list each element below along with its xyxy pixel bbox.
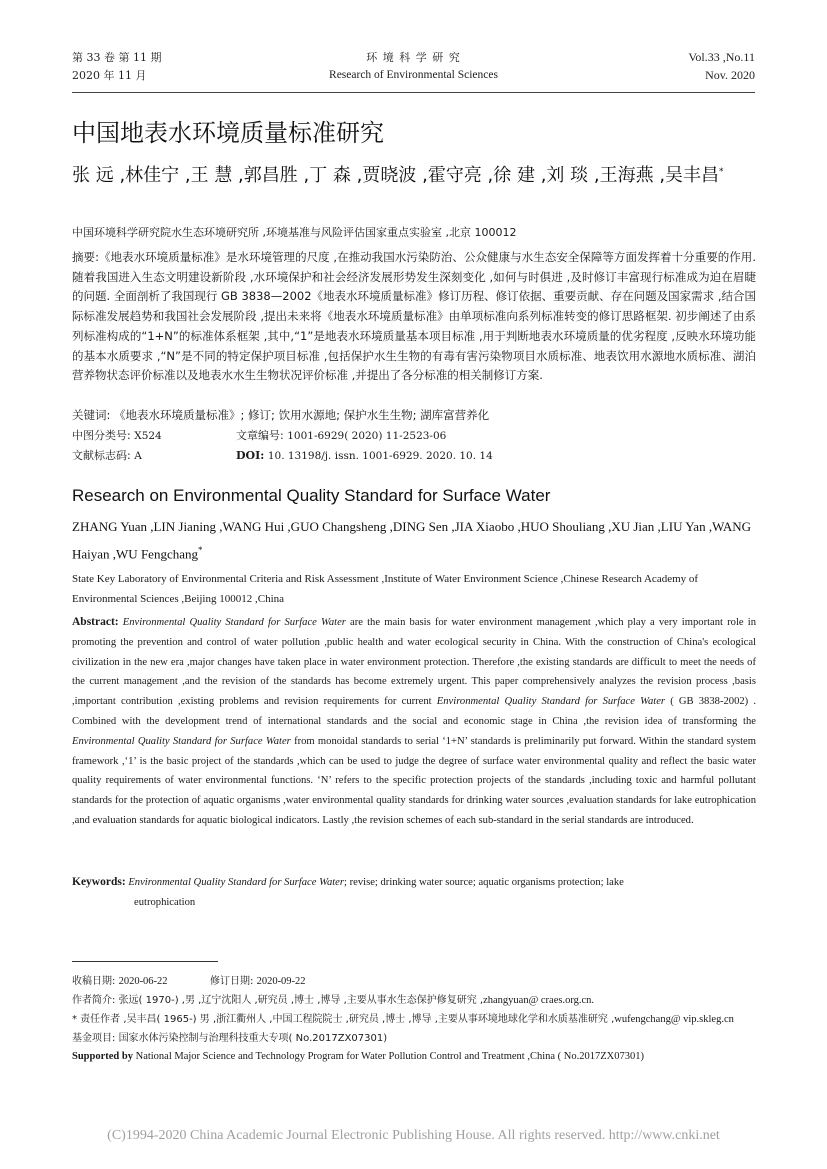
author-list-en: ZHANG Yuan ,LIN Jianing ,WANG Hui ,GUO Changsheng ,DING Sen ,JIA Xiaobo ,HUO Shouliang ,XU Jian ,LIU Yan ,WANG Haiyan ,WU Fengchang*	[72, 519, 752, 561]
journal-name-cn: 环 境 科 学 研 究	[366, 51, 461, 64]
journal-name-en: Research of Environmental Sciences	[329, 69, 498, 81]
doi: DOI: 10. 13198/j. issn. 1001-6929. 2020. 10. 14	[236, 449, 493, 462]
revised-date: 修订日期: 2020-09-22	[210, 976, 306, 987]
author-bio: 作者简介: 张远( 1970-) ,男 ,辽宁沈阳人 ,研究员 ,博士 ,博导 ,主要从事水生态保护修复研究 ,zhangyuan@ craes.org.cn.	[72, 995, 595, 1006]
abstract-label-en: Abstract:	[72, 616, 119, 628]
article-number: 文章编号: 1001-6929( 2020) 11-2523-06	[236, 429, 447, 442]
abstract-text-cn: 《地表水环境质量标准》是水环境管理的尺度 ,在推动我国水污染防治、公众健康与水生态安全保障等方面发挥着十分重要的作用. 随着我国进入生态文明建设新阶段 ,水环境保护和社会经济发展形势发生深刻变化 ,如何与时俱进 ,及时修订丰富现行标准成为迫在眉睫的问题. 全面剖析了我国现行 GB 3838—2002《地表水环境质量标准》修订历程、修订依据、重要贡献、存在问题及国家需求 ,结合国际标准发展趋势和我国社会发展阶段 ,提出未来将《地表水环境质量标准》由单项标准向系列标准转变的修订思路框架. 初步阐述了由系列标准构成的“1+N”的标准体系框架 ,其中,“1”是地表水环境质量基本项目标准 ,用于判断地表水环境质量的优劣程度 ,反映水环境功能的基本水质要求 ,“N”是不同的特定保护项目标准 ,包括保护水生生物的有毒有害污染物项目水质标准、地表饮用水源地水质标准、湖泊营养物状态评价标准以及地表水水生生物状况评价标准 ,并提出了各分标准的相关制修订方案.	[72, 250, 756, 383]
abstract-label-cn: 摘要:	[72, 250, 99, 264]
abstract-cn	[72, 248, 756, 386]
keywords-en: Keywords: Environmental Quality Standard for Surface Water; revise; drinking water source; aquatic organisms protection; lake eutrophication	[72, 876, 624, 908]
keywords-cn: 关键词: 《地表水环境质量标准》; 修订; 饮用水源地; 保护水生生物; 湖库富营养化	[72, 408, 490, 422]
clc-number: 中图分类号: X524	[72, 429, 162, 442]
received-date: 收稿日期: 2020-06-22	[72, 976, 168, 987]
fund-info: 基金项目: 国家水体污染控制与治理科技重大专项( No.2017ZX07301)	[72, 1033, 388, 1044]
affiliation-cn: 中国环境科学研究院水生态环境研究所 ,环境基准与风险评估国家重点实验室 ,北京 100012	[72, 226, 517, 239]
issue-date: 2020 年 11 月	[72, 69, 147, 82]
paper-title-cn: 中国地表水环境质量标准研究	[72, 119, 384, 147]
affiliation-en: State Key Laboratory of Environmental Criteria and Risk Assessment ,Institute of Water Environment Science ,Chinese Research Academy of Environmental Sciences ,Beijing 100012 ,China	[72, 573, 699, 605]
supported-by: Supported by National Major Science and Technology Program for Water Pollution Control and Treatment ,China ( No.2017ZX07301)	[72, 1051, 644, 1062]
abstract-en: Abstract: Environmental Quality Standard for Surface Water are the main basis for water environment management ,which play a very important role in promoting the prevention and control of water pollution ,public health and water ecological security in China. With the construction of China's ecological civilization in the new era ,major changes have taken place in water environment protection. Therefore ,the existing standards are difficult to meet the needs of the current management ,and the revision of the standards has become extremely urgent. This paper comprehensively analyzes the revision process ,basis ,important contribution ,existing problems and revision requirements for current Environmental Quality Standard for Surface Water ( GB 3838-2002) . Combined with the development trend of international standards and the social and economic stage in China ,the revision idea of transforming the Environmental Quality Standard for Surface Water from monoidal standards to serial ‘1+N’ standards is preliminarily put forward. Within the standard system framework ,‘1’ is the basic project of the standards ,which can be used to judge the degree of surface water environmental quality and reflect the basic water quality requirements of water environmental functions. ‘N’ refers to the specific protection projects of the standards ,including toxic and harmful pollutant standards for the protection of aquatic organisms ,water environmental quality standards for drinking water sources ,evaluation standards for lake eutrophication ,and evaluation standards for aquatic biological indicators. Lastly ,the revision schemes of each sub-standard in the serial standards are introduced.	[72, 616, 757, 826]
corresponding-author: * 责任作者 ,吴丰昌( 1965-) 男 ,浙江衢州人 ,中国工程院院士 ,研究员 ,博士 ,博导 ,主要从事环境地球化学和水质基准研究 ,wufengchang@ vip.skleg.cn	[72, 1014, 734, 1025]
copyright-notice: (C)1994-2020 China Academic Journal Electronic Publishing House. All rights reserved. http://www.cnki.net	[107, 1128, 720, 1143]
author-list-cn: 张 远 ,林佳宁 ,王 慧 ,郭昌胜 ,丁 森 ,贾晓波 ,霍守亮 ,徐 建 ,刘 琰 ,王海燕 ,吴丰昌*	[72, 165, 724, 186]
header-rule	[72, 92, 755, 93]
issue-date-en: Nov. 2020	[705, 68, 755, 82]
volume-issue: 第 33 卷 第 11 期	[72, 51, 162, 64]
paper-title-en: Research on Environmental Quality Standard for Surface Water	[72, 486, 551, 505]
volume-issue-en: Vol.33 ,No.11	[688, 50, 755, 64]
document-code: 文献标志码: A	[72, 449, 142, 462]
footnote-rule	[72, 961, 218, 962]
